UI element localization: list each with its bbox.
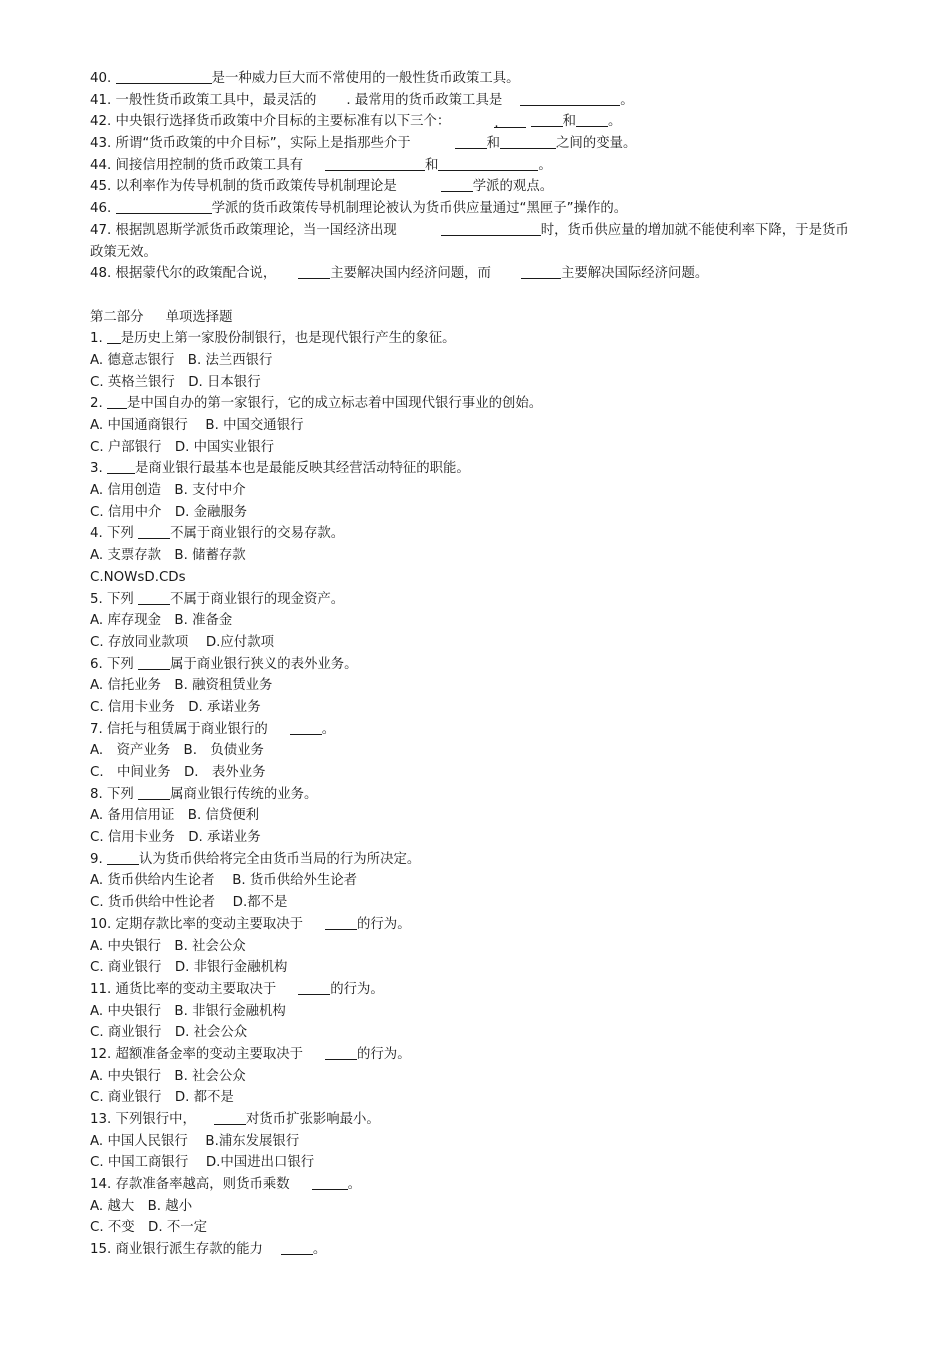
blank	[298, 264, 330, 279]
blank	[298, 980, 330, 995]
question-40: 40. 是一种威力巨大而不常使用的一般性货币政策工具。	[90, 71, 520, 86]
blank	[214, 1110, 246, 1125]
mc-options: C. 商业银行 D. 非银行金融机构	[90, 960, 288, 976]
blank	[312, 1175, 348, 1190]
mc-options: A. 信用创造 B. 支付中介	[90, 483, 246, 499]
mc-options: A. 中央银行 B. 社会公众	[90, 938, 246, 954]
blank	[107, 394, 127, 409]
blank	[138, 590, 170, 605]
blank	[325, 156, 425, 171]
mc-options: A. 中央银行 B. 非银行金融机构	[90, 1003, 286, 1019]
question-42: 42. 中央银行选择货币政策中介目标的主要标准有以下三个： . 和 。	[90, 114, 622, 132]
blank	[325, 1045, 357, 1060]
blank	[116, 199, 212, 214]
blank	[500, 134, 556, 149]
mc-question-8: 8. 下列 属商业银行传统的业务。	[90, 786, 318, 802]
blank	[438, 156, 538, 171]
mc-options: A. 中央银行 B. 社会公众	[90, 1068, 246, 1084]
blank	[455, 134, 487, 149]
mc-options: C. 信用中介 D. 金融服务	[90, 504, 248, 520]
mc-question-1: 1. 是历史上第一家股份制银行，也是现代银行产生的象征。	[90, 331, 456, 347]
blank	[325, 915, 357, 930]
question-45: 45. 以利率作为传导机制的货币政策传导机制理论是 学派的观点。	[90, 179, 554, 195]
blank	[520, 91, 620, 106]
mc-options: A. 资产业务 B. 负债业务	[90, 743, 264, 759]
mc-question-15: 15. 商业银行派生存款的能力 。	[90, 1242, 327, 1258]
blank	[281, 1240, 313, 1255]
mc-options: C. 户部银行 D. 中国实业银行	[90, 439, 274, 455]
blank	[107, 850, 139, 865]
mc-options: C. 商业银行 D. 社会公众	[90, 1025, 248, 1041]
blank	[107, 459, 135, 474]
blank	[531, 112, 563, 127]
mc-options: C. 英格兰银行 D. 日本银行	[90, 374, 261, 390]
mc-options: C. 不变 D. 不一定	[90, 1220, 208, 1236]
mc-options: A. 中国通商银行 B. 中国交通银行	[90, 418, 304, 434]
mc-options: C. 中国工商银行 D.中国进出口银行	[90, 1155, 315, 1171]
mc-question-7: 7. 信托与租赁属于商业银行的 。	[90, 721, 336, 737]
mc-question-14: 14. 存款准备率越高，则货币乘数 。	[90, 1177, 362, 1193]
mc-options: C. 信用卡业务 D. 承诺业务	[90, 699, 261, 715]
mc-options: C. 货币供给中性论者 D.都不是	[90, 895, 288, 911]
blank	[138, 524, 170, 539]
blank	[441, 221, 541, 236]
mc-options: A. 支票存款 B. 储蓄存款	[90, 548, 246, 564]
mc-question-9: 9. 认为货币供给将完全由货币当局的行为所决定。	[90, 851, 421, 867]
mc-question-2: 2. 是中国自办的第一家银行，它的成立标志着中国现代银行事业的创始。	[90, 396, 543, 412]
mc-question-4: 4. 下列 不属于商业银行的交易存款。	[90, 526, 345, 542]
blank	[107, 329, 121, 344]
section-heading: 第二部分 单项选择题	[90, 309, 233, 325]
mc-question-13: 13. 下列银行中， 对货币扩张影响最小。	[90, 1112, 380, 1128]
blank	[441, 177, 473, 192]
mc-question-3: 3. 是商业银行最基本也是最能反映其经营活动特征的职能。	[90, 461, 470, 477]
mc-options: C. 中间业务 D. 表外业务	[90, 765, 266, 781]
blank: .	[494, 113, 526, 128]
blank	[138, 785, 170, 800]
mc-options: C. 商业银行 D. 都不是	[90, 1090, 234, 1106]
question-43: 43. 所谓“货币政策的中介目标”，实际上是指那些介于 和 之间的变量。	[90, 136, 637, 152]
question-41: 41. 一般性货币政策工具中，最灵活的 . 最常用的货币政策工具是 。	[90, 92, 634, 108]
mc-question-11: 11. 通货比率的变动主要取决于 的行为。	[90, 981, 384, 997]
question-44: 44. 间接信用控制的货币政策工具有 和 。	[90, 157, 552, 173]
mc-options: A. 备用信用证 B. 信贷便利	[90, 808, 260, 824]
mc-options: A. 德意志银行 B. 法兰西银行	[90, 352, 273, 368]
blank	[116, 69, 212, 84]
mc-options: A. 信托业务 B. 融资租赁业务	[90, 678, 273, 694]
document-page	[90, 68, 850, 1261]
blank	[290, 720, 322, 735]
question-47: 47. 根据凯恩斯学派货币政策理论，当一国经济出现 时，货币供应量的增加就不能使利率下降，于是货币政策无效。	[90, 222, 849, 260]
mc-options: C. 存放同业款项 D.应付款项	[90, 634, 274, 650]
blank	[138, 655, 170, 670]
blank	[521, 264, 561, 279]
question-46: 46. 学派的货币政策传导机制理论被认为货币供应量通过“黑匣子”操作的。	[90, 201, 628, 217]
mc-options: C.NOWsD.CDs	[90, 569, 186, 585]
question-48: 48. 根据蒙代尔的政策配合说， 主要解决国内经济问题，而 主要解决国际经济问题。	[90, 266, 709, 282]
mc-options: A. 货币供给内生论者 B. 货币供给外生论者	[90, 873, 358, 889]
mc-question-10: 10. 定期存款比率的变动主要取决于 的行为。	[90, 916, 411, 932]
mc-options: A. 中国人民银行 B.浦东发展银行	[90, 1133, 300, 1149]
mc-question-5: 5. 下列 不属于商业银行的现金资产。	[90, 591, 345, 607]
mc-options: A. 越大 B. 越小	[90, 1198, 193, 1214]
blank	[576, 112, 608, 127]
mc-question-6: 6. 下列 属于商业银行狭义的表外业务。	[90, 656, 358, 672]
mc-question-12: 12. 超额准备金率的变动主要取决于 的行为。	[90, 1046, 411, 1062]
mc-options: C. 信用卡业务 D. 承诺业务	[90, 830, 261, 846]
mc-options: A. 库存现金 B. 准备金	[90, 613, 233, 629]
